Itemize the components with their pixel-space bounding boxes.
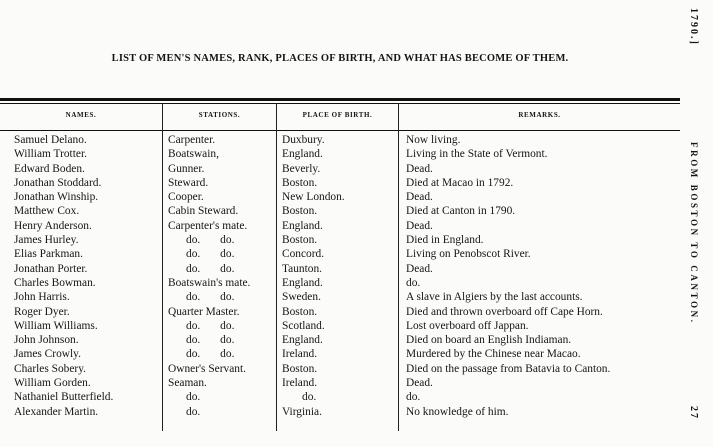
table-row: [0, 247, 680, 261]
header-names: NAMES.: [65, 111, 97, 119]
table-row: [0, 362, 680, 376]
table-row: [0, 219, 680, 233]
crew-station: do. do.: [186, 248, 235, 261]
crew-remark: Dead.: [406, 219, 433, 232]
page-number: 27: [688, 406, 699, 420]
table-row: [0, 204, 680, 218]
table-row: [0, 376, 680, 390]
crew-birthplace: Ireland.: [282, 348, 318, 361]
crew-birthplace: England.: [282, 219, 323, 232]
crew-birthplace: Boston.: [282, 234, 318, 247]
crew-birthplace: Virginia.: [282, 405, 322, 418]
crew-station: do. do.: [186, 234, 235, 247]
top-thick-rule: [0, 98, 680, 101]
table-row: [0, 290, 680, 304]
crew-name: Charles Sobery.: [14, 362, 87, 375]
crew-birthplace: Boston.: [282, 176, 318, 189]
crew-birthplace: Ireland.: [282, 377, 318, 390]
crew-remark: Died on the passage from Batavia to Canton.: [406, 362, 611, 375]
crew-name: Edward Boden.: [14, 162, 85, 175]
crew-station: do. do.: [186, 291, 235, 304]
crew-name: Jonathan Stoddard.: [14, 176, 102, 189]
table-row: [0, 147, 680, 161]
crew-name: Jonathan Porter.: [14, 262, 88, 275]
crew-birthplace: Beverly.: [282, 162, 321, 175]
crew-birthplace: Boston.: [282, 205, 318, 218]
crew-name: William Gorden.: [14, 377, 91, 390]
table-row: [0, 233, 680, 247]
crew-name: Nathaniel Butterfield.: [14, 391, 114, 404]
crew-name: Henry Anderson.: [14, 219, 92, 232]
crew-name: Roger Dyer.: [14, 305, 70, 318]
crew-remark: Died on board an English Indiaman.: [406, 334, 572, 347]
crew-birthplace: Concord.: [282, 248, 325, 261]
crew-station: do.: [186, 405, 201, 418]
crew-remark: Dead.: [406, 377, 433, 390]
header-bottom-rule: [0, 130, 680, 131]
crew-remark: Lost overboard off Jappan.: [406, 319, 529, 332]
crew-name: James Crowly.: [14, 348, 81, 361]
crew-birthplace: England.: [282, 148, 323, 161]
table-row: [0, 276, 680, 290]
crew-remark: No knowledge of him.: [406, 405, 509, 418]
crew-birthplace: Boston.: [282, 362, 318, 375]
crew-name: Alexander Martin.: [14, 405, 99, 418]
crew-birthplace: Boston.: [282, 305, 318, 318]
table-row: [0, 347, 680, 361]
crew-station: Steward.: [168, 176, 209, 189]
crew-name: Matthew Cox.: [14, 205, 80, 218]
table-row: [0, 133, 680, 147]
crew-station: Boatswain's mate.: [168, 276, 251, 289]
table-row: [0, 262, 680, 276]
header-birth: PLACE OF BIRTH.: [302, 111, 373, 119]
crew-remark: Died and thrown overboard off Cape Horn.: [406, 305, 603, 318]
crew-birthplace: Sweden.: [282, 291, 321, 304]
crew-remark: Dead.: [406, 191, 433, 204]
crew-remark: Died at Canton in 1790.: [406, 205, 516, 218]
year-mark: 1790.]: [688, 8, 699, 46]
crew-name: William Trotter.: [14, 148, 87, 161]
crew-station: Boatswain,: [168, 148, 219, 161]
crew-remark: Living on Penobscot River.: [406, 248, 531, 261]
crew-remark: do.: [406, 276, 421, 289]
crew-name: Jonathan Winship.: [14, 191, 99, 204]
header-remarks: REMARKS.: [518, 111, 561, 119]
crew-remark: Died at Macao in 1792.: [406, 176, 514, 189]
crew-birthplace: England.: [282, 334, 323, 347]
crew-remark: Now living.: [406, 134, 461, 146]
crew-name: John Johnson.: [14, 334, 79, 347]
crew-birthplace: Taunton.: [282, 262, 323, 275]
crew-station: do. do.: [186, 334, 235, 347]
crew-station: Cooper.: [168, 191, 204, 204]
table-title: LIST OF MEN'S NAMES, RANK, PLACES OF BIRTH, AND WHAT HAS BECOME OF THEM.: [111, 53, 569, 64]
crew-remark: Dead.: [406, 262, 433, 275]
crew-remark: do.: [406, 391, 421, 404]
crew-name: James Hurley.: [14, 234, 79, 247]
crew-remark: Dead.: [406, 162, 433, 175]
crew-name: Elias Parkman.: [14, 248, 83, 261]
table-row: [0, 319, 680, 333]
table-row: [0, 405, 680, 419]
crew-station: Carpenter's mate.: [168, 219, 248, 232]
crew-remark: Living in the State of Vermont.: [406, 148, 548, 161]
table-row: [0, 190, 680, 204]
crew-station: do. do.: [186, 262, 235, 275]
crew-station: do. do.: [186, 348, 235, 361]
crew-birthplace: do.: [302, 391, 317, 404]
crew-remark: A slave in Algiers by the last accounts.: [406, 291, 583, 304]
crew-remark: Died in England.: [406, 234, 484, 247]
crew-remark: Murdered by the Chinese near Macao.: [406, 348, 581, 361]
crew-station: do.: [186, 391, 201, 404]
crew-birthplace: Scotland.: [282, 319, 325, 332]
crew-table-body: [0, 133, 680, 419]
crew-name: Charles Bowman.: [14, 276, 96, 289]
crew-station: Owner's Servant.: [168, 362, 246, 375]
crew-station: Seaman.: [168, 377, 207, 390]
table-row: [0, 333, 680, 347]
crew-station: Cabin Steward.: [168, 205, 239, 218]
table-row: [0, 176, 680, 190]
crew-station: Carpenter.: [168, 134, 216, 146]
table-row: [0, 162, 680, 176]
crew-birthplace: New London.: [282, 191, 345, 204]
crew-station: do. do.: [186, 319, 235, 332]
crew-name: William Williams.: [14, 319, 98, 332]
crew-birthplace: England.: [282, 276, 323, 289]
crew-station: Gunner.: [168, 162, 205, 175]
crew-birthplace: Duxbury.: [282, 134, 325, 146]
header-stations: STATIONS.: [198, 111, 241, 119]
top-thin-rule: [0, 103, 680, 104]
crew-name: John Harris.: [14, 291, 70, 304]
crew-station: Quarter Master.: [168, 305, 240, 318]
table-row: [0, 390, 680, 404]
running-head: FROM BOSTON TO CANTON.: [689, 142, 699, 325]
table-row: [0, 305, 680, 319]
crew-name: Samuel Delano.: [14, 134, 87, 146]
